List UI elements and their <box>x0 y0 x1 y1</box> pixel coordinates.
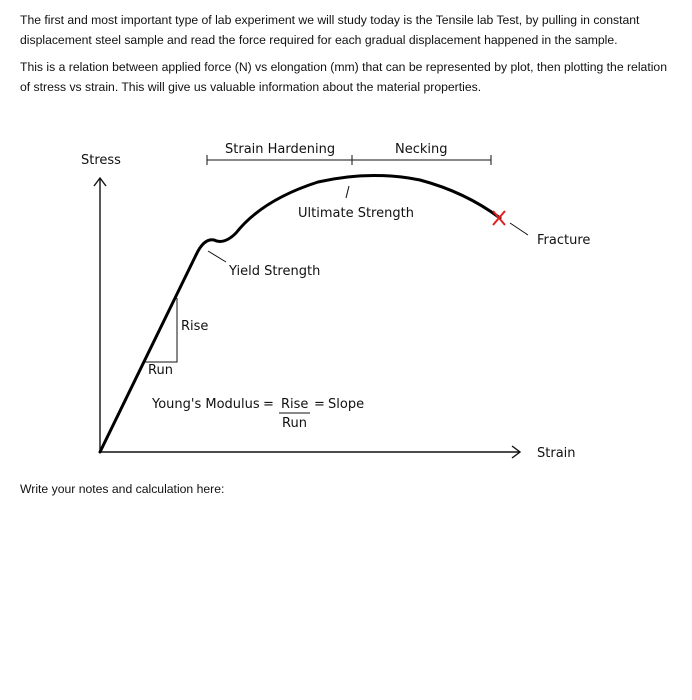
fracture-x-icon <box>493 211 505 225</box>
run-label: Run <box>148 363 173 378</box>
fracture-label: Fracture <box>537 233 591 248</box>
strain-hardening-label: Strain Hardening <box>225 142 336 157</box>
intro-paragraph-1: The first and most important type of lab experiment we will study today is the Tensile lab Test, by pulling in constant displacement steel sample and read the force required for each gradual displacement happened in the sample. <box>20 13 640 47</box>
equals-sign-2: = <box>314 397 325 412</box>
fracture-leader-line <box>510 223 528 235</box>
youngs-modulus-label: Young's Modulus <box>152 397 260 412</box>
yield-strength-leader-line <box>208 251 226 262</box>
ultimate-strength-leader-line <box>346 186 349 198</box>
slope-label: Slope <box>328 397 365 412</box>
intro-paragraph-2: This is a relation between applied force (N) vs elongation (mm) that can be represented by plot, then plotting the relation of stress vs strain. This will give us valuable information about the material properties. <box>20 60 667 94</box>
y-axis-label: Stress <box>81 153 121 168</box>
notes-prompt: Write your notes and calculation here: <box>20 482 225 496</box>
necking-label: Necking <box>395 142 448 157</box>
fraction-denominator: Run <box>282 416 307 431</box>
x-axis-label: Strain <box>537 446 576 461</box>
fraction-numerator: Rise <box>281 397 309 412</box>
equals-sign-1: = <box>263 397 274 412</box>
ultimate-strength-label: Ultimate Strength <box>298 206 414 221</box>
rise-label: Rise <box>181 319 209 334</box>
yield-strength-label: Yield Strength <box>229 264 321 279</box>
